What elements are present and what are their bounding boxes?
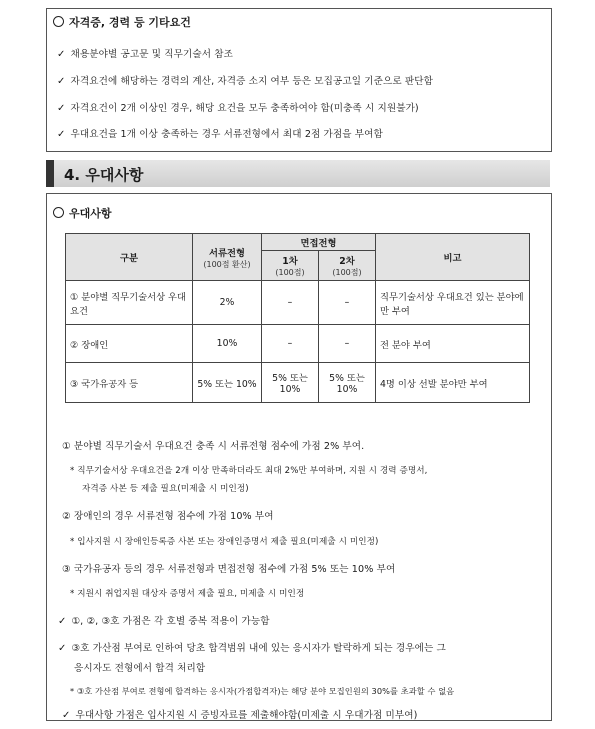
cell-second: – bbox=[319, 325, 376, 363]
circle-bullet-icon bbox=[53, 16, 64, 27]
requirements-title-text: 자격증, 경력 등 기타요건 bbox=[69, 16, 191, 29]
requirement-item bbox=[57, 73, 433, 87]
header-doc bbox=[193, 234, 262, 281]
check-icon: ✓ bbox=[62, 710, 71, 721]
preference-check-2-text: ③호 가산점 부여로 인하여 당초 합격범위 내에 있는 응시자가 탈락하게 되는 경우에는 그 bbox=[71, 643, 446, 654]
header-second-sub: (100점) bbox=[332, 268, 362, 277]
cell-note: 전 분야 부여 bbox=[376, 325, 530, 363]
requirement-item-text: 자격요건에 해당하는 경력의 계산, 자격증 소지 여부 등은 모집공고일 기준으로 판단함 bbox=[70, 76, 433, 87]
check-icon: ✓ bbox=[57, 103, 66, 114]
cell-first: 5% 또는 10% bbox=[262, 363, 319, 403]
requirement-item-text: 자격요건이 2개 이상인 경우, 해당 요건을 모두 충족하여야 함(미충족 시 지원불가) bbox=[70, 103, 419, 114]
cell-doc: 2% bbox=[193, 281, 262, 325]
header-first bbox=[262, 251, 319, 281]
header-second bbox=[319, 251, 376, 281]
preference-check-3 bbox=[62, 707, 418, 721]
requirement-item-text: 채용분야별 공고문 및 직무기술서 참조 bbox=[70, 49, 233, 60]
header-category: 구분 bbox=[66, 234, 193, 281]
header-note: 비고 bbox=[376, 234, 530, 281]
table-row bbox=[66, 325, 530, 363]
check-icon: ✓ bbox=[58, 643, 67, 654]
requirements-title bbox=[53, 14, 191, 30]
header-first-sub: (100점) bbox=[275, 268, 305, 277]
preference-title-text: 우대사항 bbox=[69, 207, 112, 220]
check-icon: ✓ bbox=[58, 616, 67, 627]
header-second-label: 2차 bbox=[339, 256, 355, 267]
preference-note-2: * 입사지원 시 장애인등록증 사본 또는 장애인증명서 제출 필요(미제출 시 미인정) bbox=[70, 537, 379, 547]
requirement-item-text: 우대요건을 1개 이상 충족하는 경우 서류전형에서 최대 2점 가점을 부여함 bbox=[70, 129, 383, 140]
cell-first: – bbox=[262, 325, 319, 363]
preference-note-1b: 자격증 사본 등 제출 필요(미제출 시 미인정) bbox=[82, 484, 249, 494]
cell-second: – bbox=[319, 281, 376, 325]
cell-category: ② 장애인 bbox=[66, 325, 193, 363]
preference-note-1a: * 직무기술서상 우대요건을 2개 이상 만족하더라도 최대 2%만 부여하며, 지원 시 경력 증명서, bbox=[70, 466, 428, 476]
requirements-box bbox=[46, 8, 552, 152]
preference-check-1-text: ①, ②, ③호 가점은 각 호별 중복 적용이 가능함 bbox=[71, 616, 270, 627]
check-icon: ✓ bbox=[57, 129, 66, 140]
check-icon: ✓ bbox=[57, 76, 66, 87]
section-title: 4. 우대사항 bbox=[64, 166, 144, 184]
circle-bullet-icon bbox=[53, 207, 64, 218]
cell-category: ① 분야별 직무기술서상 우대요건 bbox=[66, 281, 193, 325]
header-first-label: 1차 bbox=[282, 256, 298, 267]
table-row bbox=[66, 281, 530, 325]
requirement-item bbox=[57, 100, 419, 114]
preference-table bbox=[65, 233, 530, 403]
preference-check-2b: 응시자도 전형에서 합격 처리함 bbox=[74, 663, 206, 674]
cell-doc: 10% bbox=[193, 325, 262, 363]
preference-check-2 bbox=[58, 640, 446, 654]
section-header bbox=[46, 160, 550, 187]
requirement-item bbox=[57, 46, 233, 60]
preference-item-1: ① 분야별 직무기술서 우대요건 충족 시 서류전형 점수에 가점 2% 부여. bbox=[62, 441, 365, 452]
requirement-item bbox=[57, 126, 383, 140]
cell-category: ③ 국가유공자 등 bbox=[66, 363, 193, 403]
cell-first: – bbox=[262, 281, 319, 325]
header-doc-sub: (100점 환산) bbox=[203, 259, 251, 269]
preference-note-3: * 지원시 취업지원 대상자 증명서 제출 필요, 미제출 시 미인정 bbox=[70, 589, 305, 599]
table-row bbox=[66, 363, 530, 403]
cell-doc: 5% 또는 10% bbox=[193, 363, 262, 403]
preference-check-3-text: 우대사항 가점은 입사지원 시 증빙자료를 제출해야함(미제출 시 우대가점 미부여) bbox=[75, 710, 418, 721]
preference-note-4: * ③호 가산점 부여로 전형에 합격하는 응시자(가점합격자)는 해당 분야 모집인원의 30%를 초과할 수 없음 bbox=[70, 686, 455, 696]
header-doc-label: 서류전형 bbox=[209, 247, 245, 259]
preference-title bbox=[53, 205, 112, 221]
cell-second: 5% 또는 10% bbox=[319, 363, 376, 403]
check-icon: ✓ bbox=[57, 49, 66, 60]
header-interview: 면접전형 bbox=[262, 234, 376, 251]
cell-note: 4명 이상 선발 분야만 부여 bbox=[376, 363, 530, 403]
preference-item-2: ② 장애인의 경우 서류전형 점수에 가점 10% 부여 bbox=[62, 511, 274, 522]
table-header-row bbox=[66, 234, 530, 251]
preference-item-3: ③ 국가유공자 등의 경우 서류전형과 면접전형 점수에 가점 5% 또는 10% 부여 bbox=[62, 564, 396, 575]
preference-check-1 bbox=[58, 613, 270, 627]
cell-note: 직무기술서상 우대요건 있는 분야에만 부여 bbox=[376, 281, 530, 325]
